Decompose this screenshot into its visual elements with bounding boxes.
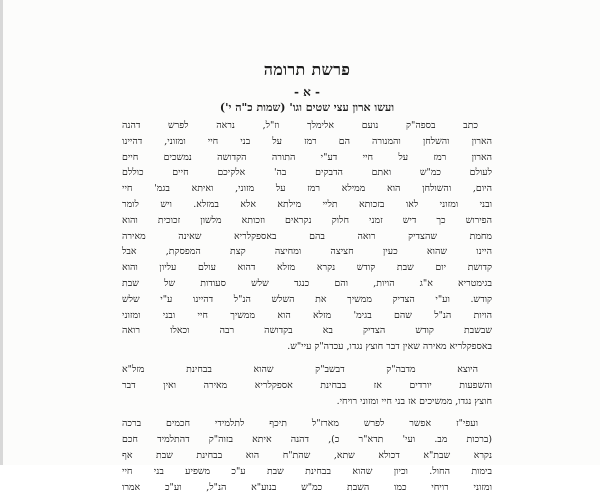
page-title: פרשת תרומה [263, 60, 351, 79]
text-line: ומזוני רויחי כמו השבת כמ"ש בנוע"א הנ"ל, וע"כ אמרו [122, 481, 492, 493]
text-line: הויות הנ"ל שהם בגימ' מזלא הוא ממשיך חיי ובני ומזוני [122, 309, 492, 321]
paragraph-3 [122, 416, 492, 495]
text-line: (ברכות מב. ועי' תדא"ר כ), דהנה איתא בזוה"ק דהתלמיד חכם [122, 434, 492, 446]
paragraph-2 [122, 362, 492, 409]
text-line: ועפי"ז אפשר לפרש מארז"ל תיכף לתלמידי חכמים ברכה [122, 418, 478, 430]
text-line: הארון רמז על חיי דע"י התורה הקדושה נמשכים חיים [122, 151, 492, 163]
text-line: בגימטריא א"ג הויות, והם כנגד שלש סעודות של שבת [122, 277, 492, 289]
text-line: הארון והשלחן והמנורה הם רמז על בני חיי ומזוני, דהיינו [122, 135, 492, 147]
text-line: שבשבת קודש הצדיק בא בקדושה רבה וכאלו רואה [122, 325, 492, 337]
paragraph-gap [122, 355, 492, 362]
text-line: היינו שהוא כעין חציצה ומחיצה קצת המפסקת, אבל [122, 246, 492, 258]
text-line: נקרא שבת"א דכולא שתא, שהת"ח הוא בבחינת שבת אף [122, 449, 492, 461]
text-line: הפירוש כך דיש זמני חלוק נקראים וזכותא מלשון זכוכית והוא [122, 214, 492, 226]
paragraph-gap [122, 409, 492, 416]
text-line: קדושת יום שבת קודש נקרא מזלא דהוא עולם עליון והוא [122, 262, 492, 274]
text-line: והשפעות יורדים אז בבחינת אספקלריא מאירה ואין דבר [122, 379, 492, 391]
scan-edge-shadow [0, 0, 3, 465]
text-line: באספקלריא מאירה שאין דבר חוצץ נגדו, עכדה"ק עיי"ש. [287, 341, 492, 353]
verse-heading: ועשו ארון עצי שטים וגו' (שמות כ"ה י') [219, 101, 395, 114]
document-content [122, 60, 492, 495]
text-line: חוצץ נגדו, ממשיכים אז בני חיי ומזוני רויחי. [336, 395, 492, 407]
section-number: - א - [293, 85, 321, 99]
text-line: קודש. וע"י הצדיק ממשיך את השלש הנ"ל דהיינו ע"י שלש [122, 293, 492, 305]
text-line: כתב בספה"ק נועם אלימלך וז"ל, נראה לפרש דהנה [122, 120, 478, 131]
text-line: היוצא מדבה"ק דבשב"ק שהוא בבחינת מזל"א [122, 363, 478, 375]
text-line: ובני ומזוני לאו בזכותא תליי מילתא אלא במזלא. ויש לומר [122, 198, 492, 210]
text-line: מחמת שהצדיק רואה בהם באספקלריא שאינה מאירה [122, 230, 492, 242]
paragraph-1 [122, 118, 492, 355]
text-line: היום, והשולחן הוא ממילא רמז על מזוני, ואיתא בגמ' חיי [122, 183, 492, 195]
text-line: בימות החול. וכיון שהוא בבחינת שבת ע"כ משפיע בני חיי [122, 465, 492, 477]
text-line: לעולם כמ"ש ואתם הדבקים בה' אלקיכם חיים כוללם [122, 167, 492, 179]
